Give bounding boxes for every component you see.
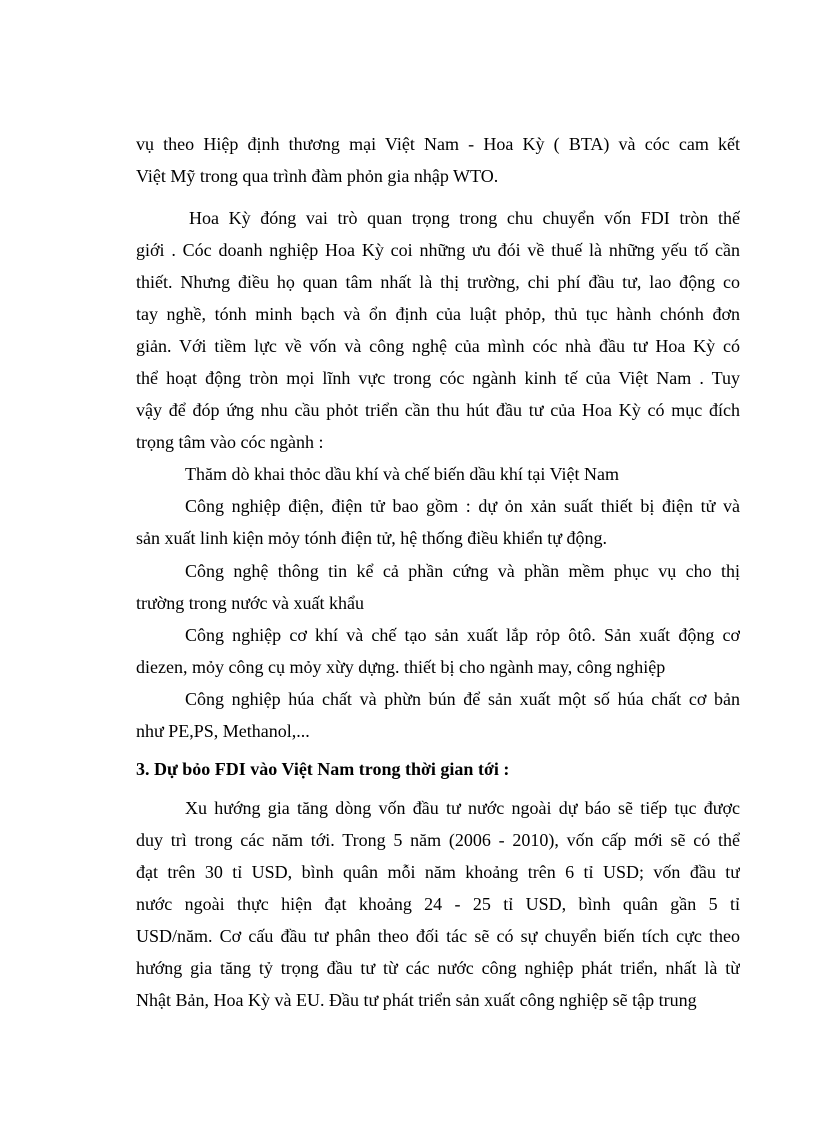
text-line: hướng gia tăng tỷ trọng đầu tư từ các nước công nghiệp phát triển, nhất là từ bbox=[136, 958, 740, 978]
text-line: nước ngoài thực hiện đạt khoảng 24 - 25 tỉ USD, bình quân gần 5 tỉ bbox=[136, 894, 740, 914]
text-line: Xu hướng gia tăng dòng vốn đầu tư nước ngoài dự báo sẽ tiếp tục được bbox=[185, 798, 740, 818]
text-line: diezen, mỏy công cụ mỏy xừy dựng. thiết bị cho ngành may, công nghiệp bbox=[136, 657, 666, 677]
text-line: Hoa Kỳ đóng vai trò quan trọng trong chu chuyển vốn FDI tròn thế bbox=[189, 208, 740, 228]
text-line: như PE,PS, Methanol,... bbox=[136, 721, 310, 741]
text-line: đạt trên 30 tỉ USD, bình quân mỗi năm khoảng trên 6 tỉ USD; vốn đầu tư bbox=[136, 862, 740, 882]
text-line: trọng tâm vào cóc ngành : bbox=[136, 432, 324, 452]
text-line: giới . Cóc doanh nghiệp Hoa Kỳ coi những ưu đói về thuế là những yếu tố cần bbox=[136, 240, 740, 260]
text-line: vụ theo Hiệp định thương mại Việt Nam - Hoa Kỳ ( BTA) và cóc cam kết bbox=[136, 134, 740, 154]
text-line: Công nghiệp cơ khí và chế tạo sản xuất lắp rỏp ôtô. Sản xuất động cơ bbox=[185, 625, 740, 645]
text-line: thiết. Nhưng điều họ quan tâm nhất là thị trường, chi phí đầu tư, lao động co bbox=[136, 272, 740, 292]
text-line: duy trì trong các năm tới. Trong 5 năm (2006 - 2010), vốn cấp mới sẽ có thể bbox=[136, 830, 740, 850]
text-line: sản xuất linh kiện mỏy tónh điện tử, hệ thống điều khiển tự động. bbox=[136, 528, 607, 548]
text-line: tay nghề, tónh minh bạch và ổn định của luật phỏp, thủ tục hành chónh đơn bbox=[136, 304, 740, 324]
text-line: giản. Với tiềm lực về vốn và công nghệ của mình cóc nhà đầu tư Hoa Kỳ có bbox=[136, 336, 740, 356]
text-line: thể hoạt động tròn mọi lĩnh vực trong cóc ngành kinh tế của Việt Nam . Tuy bbox=[136, 368, 740, 388]
text-line: vậy để đóp ứng nhu cầu phỏt triển cần thu hút đầu tư của Hoa Kỳ có mục đích bbox=[136, 400, 740, 420]
text-line: Việt Mỹ trong qua trình đàm phỏn gia nhập WTO. bbox=[136, 166, 499, 186]
text-line: trường trong nước và xuất khẩu bbox=[136, 593, 364, 613]
text-line: Nhật Bản, Hoa Kỳ và EU. Đầu tư phát triển sản xuất công nghiệp sẽ tập trung bbox=[136, 990, 697, 1010]
section-heading: 3. Dự bỏo FDI vào Việt Nam trong thời gian tới : bbox=[136, 759, 510, 779]
text-line: USD/năm. Cơ cấu đầu tư phân theo đối tác sẽ có sự chuyển biến tích cực theo bbox=[136, 926, 740, 946]
text-line: Công nghiệp húa chất và phừn bún để sản xuất một số húa chất cơ bản bbox=[185, 689, 740, 709]
text-line: Thăm dò khai thỏc dầu khí và chế biến dầu khí tại Việt Nam bbox=[185, 464, 619, 484]
text-line: Công nghiệp điện, điện tử bao gồm : dự ỏn xản suất thiết bị điện tử và bbox=[185, 496, 740, 516]
text-line: Công nghệ thông tin kể cả phần cứng và phần mềm phục vụ cho thị bbox=[185, 561, 740, 581]
